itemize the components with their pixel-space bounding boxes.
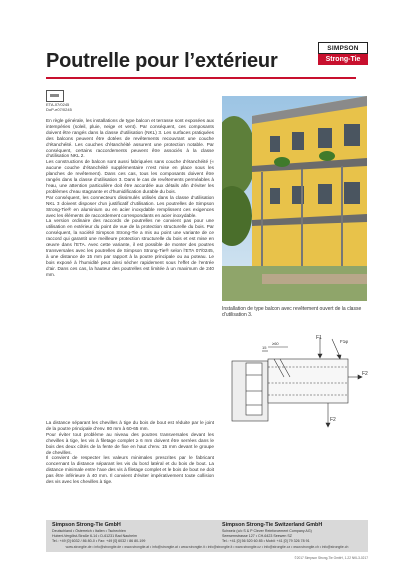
eta-number: ETA-07/0245 (46, 102, 70, 107)
force-f2-lower-label: F2 (330, 417, 336, 423)
footer-websites: www.strongtie.de • info@strongtie.de • www.strongtie.at • info@strongtie.at • www.strongtie.it • info@strongtie.it • www.strongtie.cz • info@strongtie.cz • www.strongtie.ch • info@strongtie.ch (65, 545, 349, 549)
phone-de: Tel.: +49 [0] 6032 / 86 80-0 • Fax: +49 [0] 6032 / 86 80-199 (52, 539, 146, 543)
paragraph: Pour éviter tout problème au niveau des poutres transversales devant les chevilles à tige, les vis à filetage complet ≥ 6 mm doivent être serrées dans le bois des deux côtés de la fente de fixe en haut d’env. 15 mm devant le groupe de chevilles. (46, 431, 214, 455)
countries-list: Deutschland • Österreich • Italien • Tschechien (52, 529, 126, 533)
company-name-ch: Simpson Strong-Tie Switzerland GmbH (222, 522, 323, 528)
joist-hanger-drawing (228, 333, 368, 433)
body-text-column-lower (46, 420, 214, 485)
paragraph: La version ordinaire des raccords de poutrelles ne convient pas pour une utilisation en extérieur du point de vue de la protection structurelle du bois. Par conséquent, la société Simpson Strong-Tie a mis au point une variante de ce raccord qui garantit une meilleure protection structurelle du bois et est mise en œuvre dans l’ETA. Avec cette variante, il est possible de monter des poutres transversales avec les poutrelles de Simpson Strong-Tie® selon l’ETA 07/0245, à une distance de 15 mm par rapport à la poutre principale ou au poteau. Le bois exposé à l’humidité peut ainsi sécher rapidement sous l’effet de l’entrée d’air. Dans ces cas, la hauteur des poutrelles est limitée à un maximum de 240 mm. (46, 218, 214, 277)
paragraph: Par conséquent, les connecteurs dissimulés utilisés dans la classe d’utilisation NKL 3 doivent disposer d’un justificatif d’utilisation. Les poutrelles de Simpson Strong-Tie® en aluminium ou en acier inoxydable remplissent ces exigences avec les éléments de raccordement correspondants en acier inoxydable. (46, 194, 214, 218)
paragraph: Les constructions de balcon sont aussi fabriquées sans couche d’étanchéité (« aucune couche d’étanchéité supplémentaire n’est mise en place sous les planches de revêtement). Dans ces cas, tous les composants doivent être rangés dans la classe d’utilisation 3. Dans le cas de revêtements perméables à l’eau, une attention particulière doit être accordée aux détails afin d’éviter les problèmes d’eau stagnante et d’humidification durable du bois. (46, 159, 214, 194)
dimension-15-label: 15 (262, 345, 267, 350)
phone-ch: Tel.: +41 [0] 56 520 60 85 • Mobil: +41 [0] 79 326 78 91 (222, 539, 310, 543)
company-name-de: Simpson Strong-Tie GmbH (52, 522, 121, 528)
force-f1-tip-label: F1φ (340, 339, 349, 344)
address-ch-line2: Seewernstrasse 127 • CH-6423 Seewen SZ (222, 534, 292, 538)
logo-bottom-text: Strong-Tie (318, 54, 368, 65)
photo-caption: Installation de type balcon avec revêtement ouvert de la classe d’utilisation 3. (222, 306, 362, 318)
simpson-strongtie-logo (318, 42, 368, 65)
dop-number: DoP-e07/0245 (46, 107, 72, 112)
joist-hanger-diagram (228, 333, 368, 433)
footer-germany-contact (52, 522, 202, 543)
address-ch-line1: Schweiz (c/o S & P Clever Reinforcement Company AG) (222, 529, 312, 533)
force-f1-label: F1 (316, 335, 322, 341)
address-de: Hubert-Vergölst-Straße 6-14 • D-61231 Bad Nauheim (52, 534, 137, 538)
balcony-photo (222, 96, 367, 301)
balcony-photo-image (222, 96, 367, 301)
paragraph: Il convient de respecter les valeurs minimales prescrites par le fabricant concernant la distance séparant les vis du bord latéral et du bois de bout. La distance minimale entre l’axe des vis à filetage complet et le bois de bout ne doit pas être inférieure à 40 mm. Il convient d’éviter impérativement toute collision des vis avec les chevilles à tige. (46, 455, 214, 485)
body-text-column (46, 118, 214, 277)
copyright-notice: ©2017 Simpson Strong-Tie GmbH, 1-22 NKL3-0217 (294, 556, 368, 560)
paragraph: La distance séparant les chevilles à tige du bois de bout est réduite par le joint de la poutre principale d’env. 80 mm à 60-65 mm. (46, 420, 214, 431)
force-f2-label: F2 (362, 371, 368, 377)
eta-badge-icon (46, 90, 64, 102)
page-title: Poutrelle pour l’extérieur (46, 50, 278, 72)
dimension-60-label: ≥60 (272, 341, 279, 346)
eta-reference (46, 102, 72, 112)
paragraph: En règle générale, les installations de type balcon et terrasse sont exposées aux intempéries (soleil, pluie, neige et vent). Par conséquent, ces composants doivent être rangés dans la classe d’utilisation (NKL) 3. Les surfaces pratiquées des balcons peuvent être dotées de revêtements recouvrant une couche d’étanchéité. Les couches d’étanchéité assurent une protection notable. Par conséquent, certains raccordements peuvent être associés à la classe d’utilisation NKL 2. (46, 118, 214, 159)
footer-switzerland-contact (222, 522, 370, 543)
header-divider (46, 77, 356, 79)
logo-top-text: SIMPSON (318, 42, 368, 54)
